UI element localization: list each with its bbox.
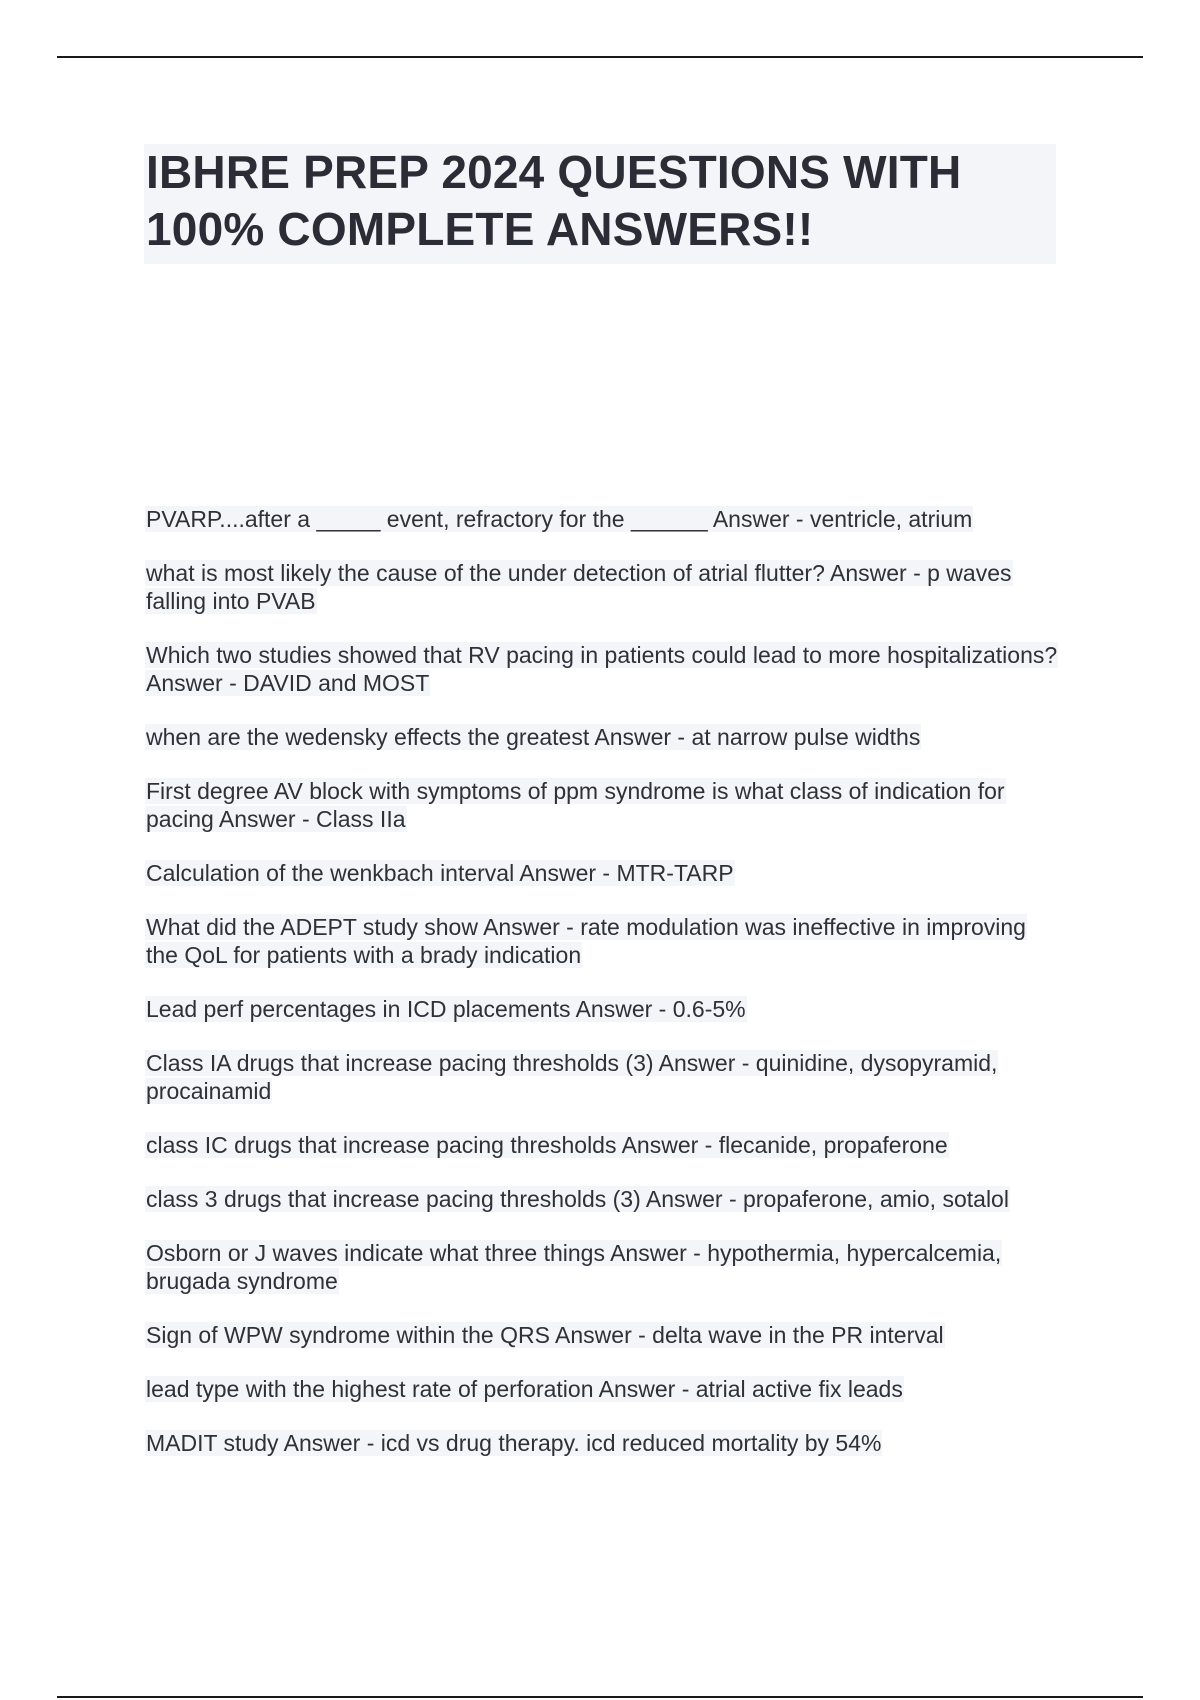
- document-title: IBHRE PREP 2024 QUESTIONS WITH 100% COMPLETE ANSWERS!!: [146, 146, 962, 255]
- qa-text: Lead perf percentages in ICD placements Answer - 0.6-5%: [146, 996, 746, 1022]
- qa-text: class 3 drugs that increase pacing thresholds (3) Answer - propaferone, amio, sotalol: [146, 1186, 1009, 1212]
- qa-item: [145, 1131, 1060, 1159]
- qa-item: [145, 505, 1060, 533]
- qa-item: [145, 1049, 1060, 1105]
- qa-text: PVARP....after a _____ event, refractory for the ______ Answer - ventricle, atrium: [146, 506, 973, 532]
- qa-text: when are the wedensky effects the greatest Answer - at narrow pulse widths: [146, 724, 921, 750]
- qa-text: MADIT study Answer - icd vs drug therapy. icd reduced mortality by 54%: [146, 1430, 882, 1456]
- qa-item: [145, 1429, 1060, 1457]
- top-divider: [57, 56, 1143, 58]
- qa-item: [145, 1239, 1060, 1295]
- qa-text: Osborn or J waves indicate what three things Answer - hypothermia, hypercalcemia, brugada syndrome: [146, 1240, 1002, 1294]
- qa-text: what is most likely the cause of the under detection of atrial flutter? Answer - p waves falling into PVAB: [146, 560, 1012, 614]
- qa-text: lead type with the highest rate of perforation Answer - atrial active fix leads: [146, 1376, 903, 1402]
- qa-text: Class IA drugs that increase pacing thresholds (3) Answer - quinidine, dysopyramid, procainamid: [146, 1050, 998, 1104]
- qa-item: [145, 1375, 1060, 1403]
- qa-item: [145, 913, 1060, 969]
- qa-text: What did the ADEPT study show Answer - rate modulation was ineffective in improving the QoL for patients with a brady indication: [146, 914, 1026, 968]
- qa-item: [145, 641, 1060, 697]
- qa-item: [145, 1321, 1060, 1349]
- qa-item: [145, 995, 1060, 1023]
- qa-text: Sign of WPW syndrome within the QRS Answer - delta wave in the PR interval: [146, 1322, 944, 1348]
- qa-list: [145, 505, 1060, 1483]
- qa-item: [145, 723, 1060, 751]
- qa-text: Calculation of the wenkbach interval Answer - MTR-TARP: [146, 860, 734, 886]
- qa-item: [145, 559, 1060, 615]
- qa-text: First degree AV block with symptoms of ppm syndrome is what class of indication for pacing Answer - Class IIa: [146, 778, 1005, 832]
- bottom-divider: [57, 1696, 1143, 1698]
- qa-text: Which two studies showed that RV pacing in patients could lead to more hospitalizations? Answer - DAVID and MOST: [146, 642, 1058, 696]
- qa-item: [145, 777, 1060, 833]
- qa-item: [145, 1185, 1060, 1213]
- title-block: [144, 144, 1056, 264]
- qa-text: class IC drugs that increase pacing thresholds Answer - flecanide, propaferone: [146, 1132, 948, 1158]
- qa-item: [145, 859, 1060, 887]
